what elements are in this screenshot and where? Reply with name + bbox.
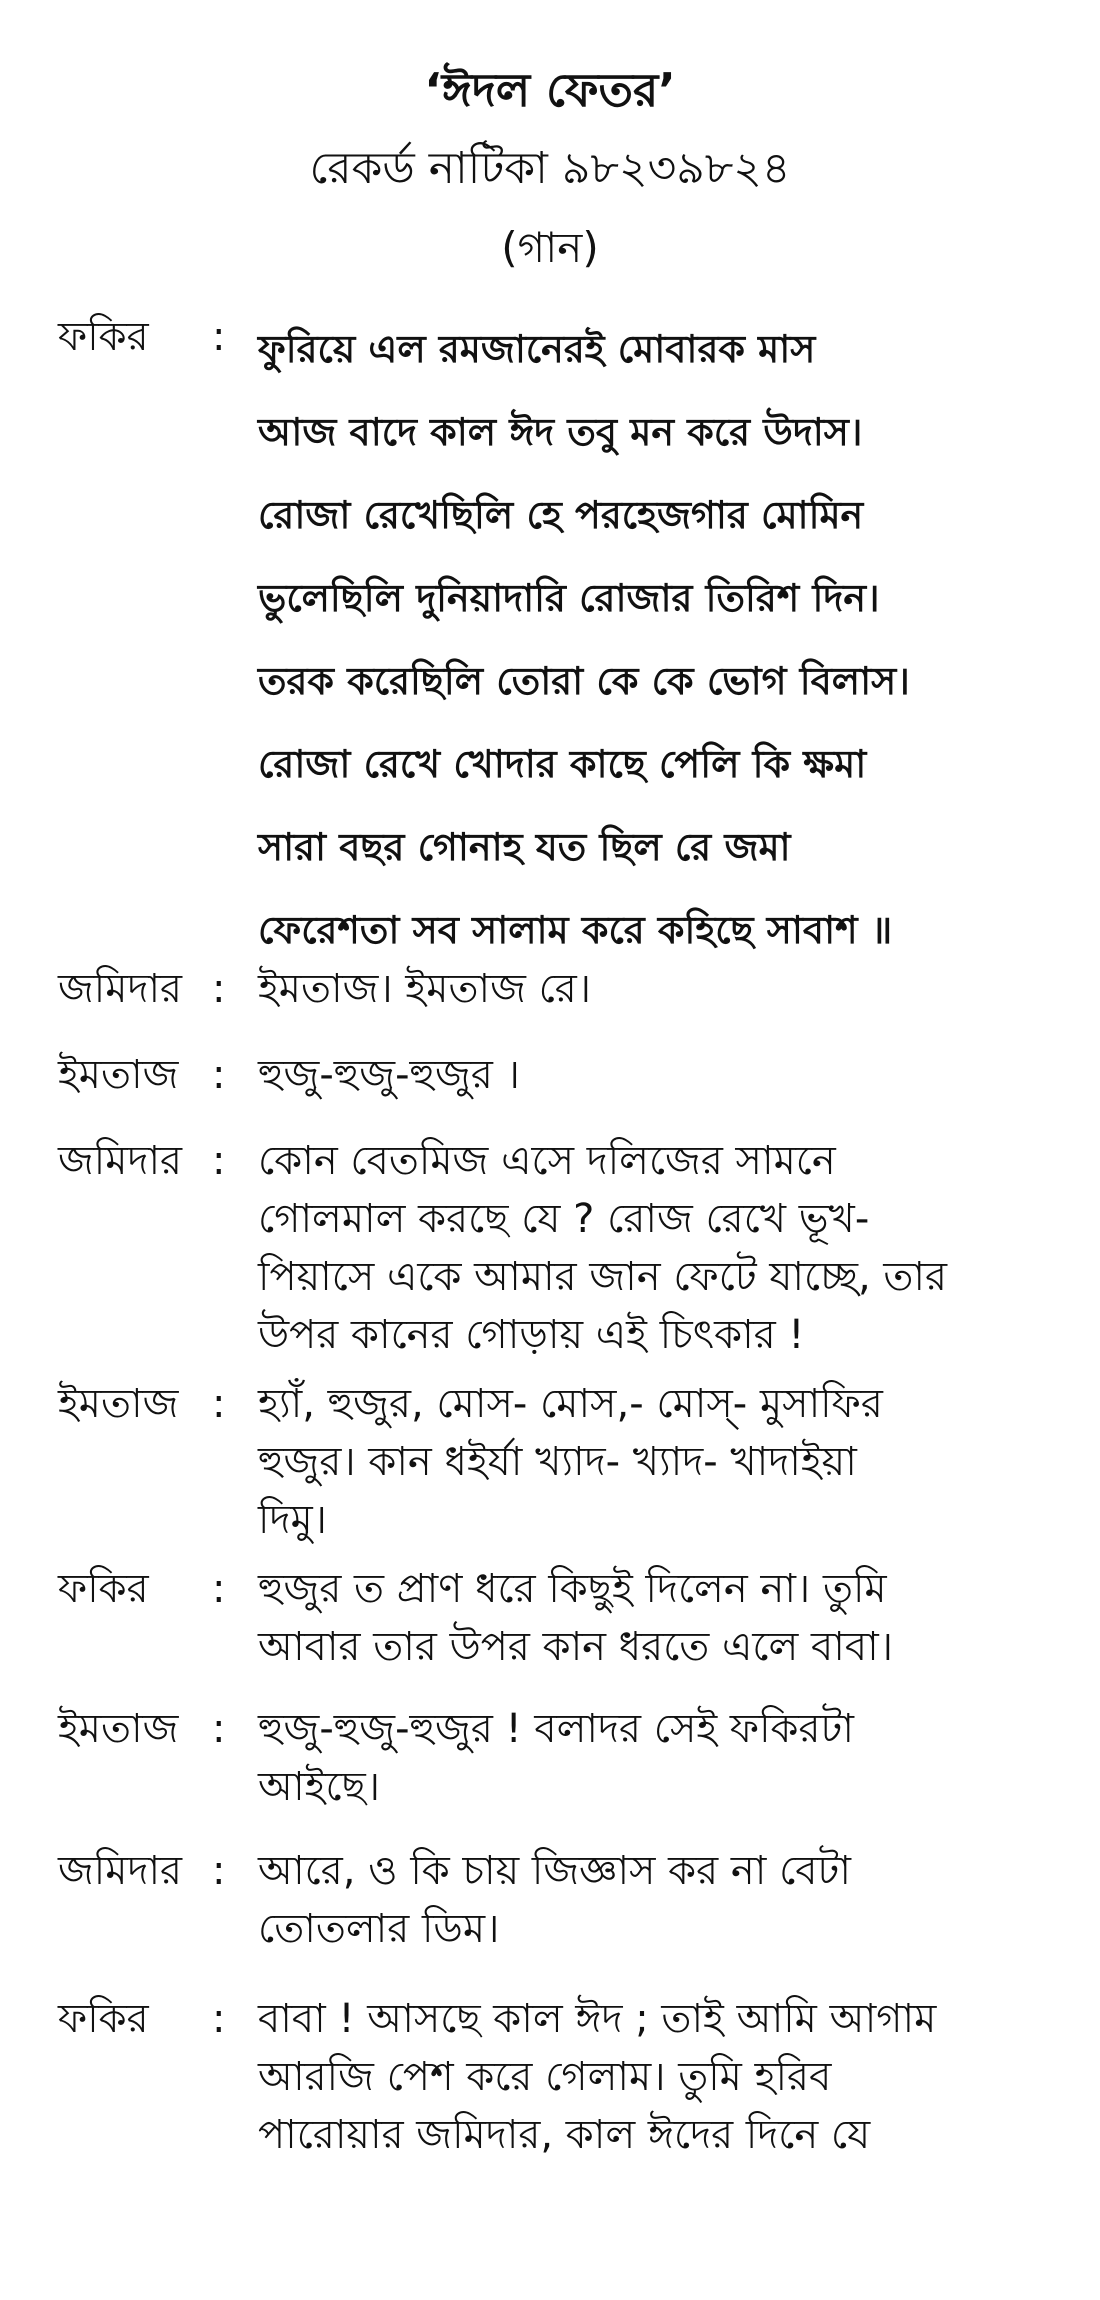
- song-line: ফুরিয়ে এল রমজানেরই মোবারক মাস: [258, 327, 816, 371]
- speaker-colon: :: [212, 1138, 226, 1184]
- dialogue-lines: [258, 1046, 1068, 1104]
- speaker-colon: :: [212, 1052, 226, 1098]
- speaker-colon: :: [212, 1381, 226, 1427]
- dialogue-line: পারোয়ার জমিদার, কাল ঈদের দিনে যে: [258, 2112, 871, 2158]
- dialogue-lines: [258, 308, 1068, 972]
- dialogue-line: আবার তার উপর কান ধরতে এলে বাবা।: [258, 1624, 894, 1670]
- song-line: রোজা রেখে খোদার কাছে পেলি কি ক্ষমা: [258, 742, 867, 786]
- dialogue-lines: [258, 1560, 1068, 1676]
- dialogue-line: আরজি পেশ করে গেলাম। তুমি হরিব: [258, 2054, 832, 2100]
- dialogue-line: হুজু-হুজু-হুজুর ! বলাদর সেই ফকিরটা: [258, 1706, 854, 1752]
- speaker-name: ফকির: [58, 1996, 149, 2042]
- song-line: ভুলেছিলি দুনিয়াদারি রোজার তিরিশ দিন।: [258, 576, 880, 620]
- speaker-name: ফকির: [58, 314, 149, 360]
- song-line: সারা বছর গোনাহ যত ছিল রে জমা: [258, 825, 791, 869]
- speaker-name: জমিদার: [58, 966, 183, 1012]
- dialogue-line: বাবা ! আসছে কাল ঈদ ; তাই আমি আগাম: [258, 1996, 937, 2042]
- speaker-colon: :: [212, 1848, 226, 1894]
- song-line: তরক করেছিলি তোরা কে কে ভোগ বিলাস।: [258, 659, 910, 703]
- song-line: রোজা রেখেছিলি হে পরহেজগার মোমিন: [258, 493, 864, 537]
- speaker-name: ফকির: [58, 1566, 149, 1612]
- dialogue-line: দিমু।: [258, 1497, 327, 1543]
- dialogue-lines: [258, 1842, 1068, 1958]
- dialogue-line: হুজুর। কান ধইর্যা খ্যাদ- খ্যাদ- খাদাইয়া: [258, 1439, 857, 1485]
- dialogue-line: পিয়াসে একে আমার জান ফেটে যাচ্ছে, তার: [258, 1254, 948, 1300]
- speaker-name: ইমতাজ: [58, 1381, 179, 1427]
- dialogue-line: আইছে।: [258, 1764, 381, 1810]
- dialogue-lines: [258, 1700, 1068, 1816]
- dialogue-lines: [258, 1990, 1068, 2164]
- dialogue-line: উপর কানের গোড়ায় এই চিৎকার !: [258, 1312, 805, 1358]
- speaker-colon: :: [212, 1996, 226, 2042]
- dialogue-line: কোন বেতমিজ এসে দলিজের সামনে: [258, 1138, 836, 1184]
- page-subtitle: রেকর্ড নাটিকা ৯৮২৩৯৮২৪: [309, 143, 791, 194]
- page-title: ‘ঈদল ফেতর’: [424, 63, 676, 117]
- speaker-colon: :: [212, 966, 226, 1012]
- song-note: (গান): [501, 223, 599, 272]
- speaker-colon: :: [212, 314, 226, 360]
- dialogue-line: আরে, ও কি চায় জিজ্ঞাস কর না বেটা: [258, 1848, 851, 1894]
- speaker-name: ইমতাজ: [58, 1052, 179, 1098]
- speaker-colon: :: [212, 1706, 226, 1752]
- dialogue-line: হুজুর ত প্রাণ ধরে কিছুই দিলেন না। তুমি: [258, 1566, 887, 1612]
- dialogue-line: হ্যাঁ, হুজুর, মোস- মোস,- মোস্- মুসাফির: [258, 1381, 883, 1427]
- dialogue-line: তোতলার ডিম।: [258, 1906, 500, 1952]
- speaker-name: জমিদার: [58, 1848, 183, 1894]
- dialogue-lines: [258, 1375, 1068, 1549]
- speaker-name: ইমতাজ: [58, 1706, 179, 1752]
- dialogue-line: গোলমাল করছে যে ? রোজ রেখে ভূখ-: [258, 1196, 870, 1242]
- song-line: ফেরেশতা সব সালাম করে কহিছে সাবাশ ॥: [258, 908, 893, 952]
- song-line: আজ বাদে কাল ঈদ তবু মন করে উদাস।: [258, 410, 863, 454]
- dialogue-lines: [258, 1132, 1068, 1364]
- dialogue-line: ইমতাজ। ইমতাজ রে।: [258, 966, 592, 1012]
- dialogue-lines: [258, 960, 1068, 1018]
- speaker-colon: :: [212, 1566, 226, 1612]
- speaker-name: জমিদার: [58, 1138, 183, 1184]
- dialogue-line: হুজু-হুজু-হুজুর ।: [258, 1052, 520, 1098]
